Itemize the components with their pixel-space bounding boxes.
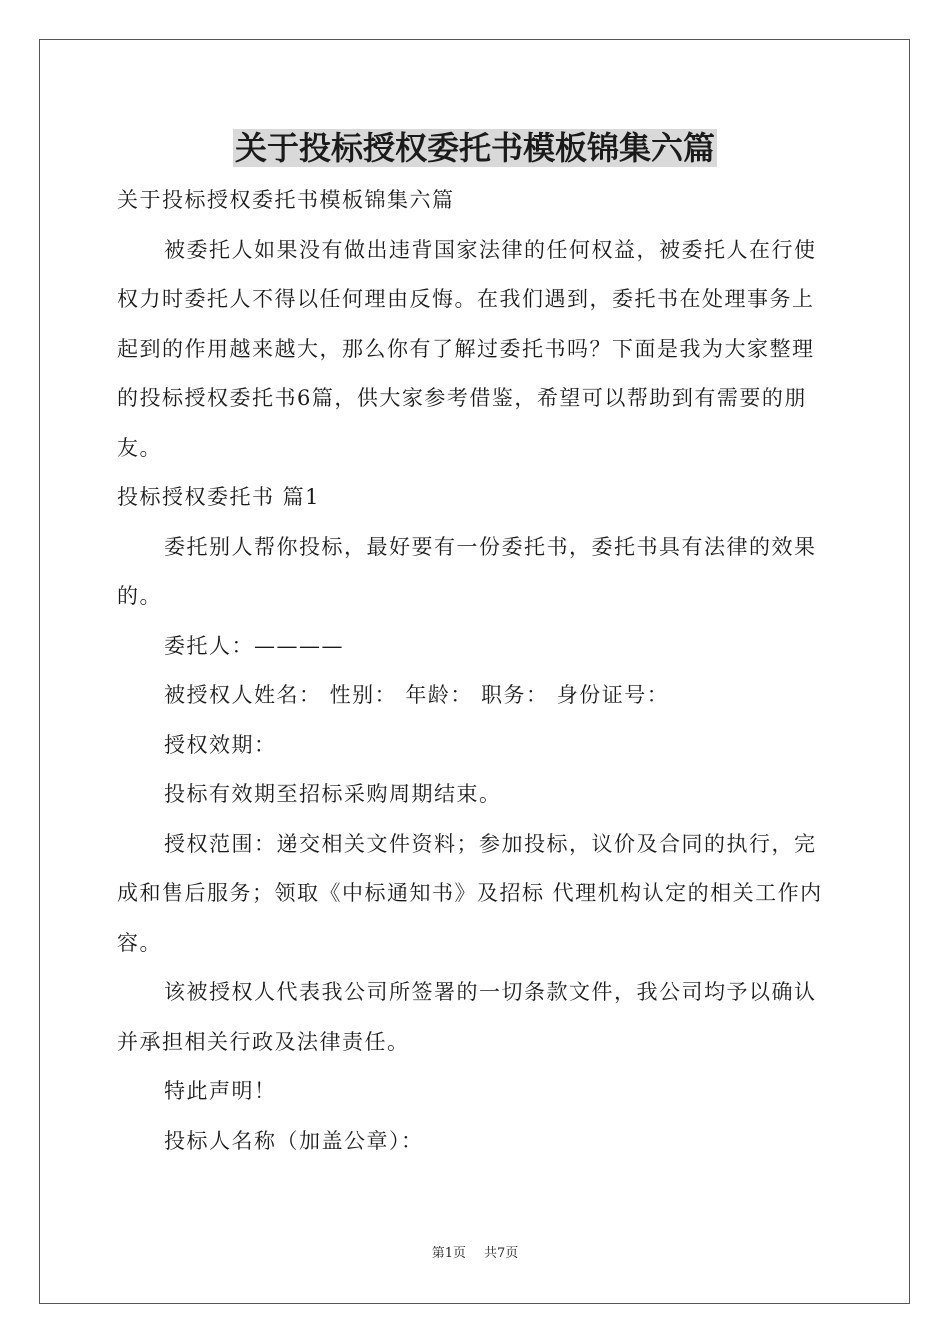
paragraph: 委托人：————: [164, 633, 344, 658]
paragraph-intro: 被委托人如果没有做出违背国家法律的任何权益，被委托人在行使权力时委托人不得以任何理由反悔。在我们遇到，委托书在处理事务上起到的作用越来越大，那么你有了解过委托书吗？下面是我为大家整理的投标授权委托书6篇，供大家参考借鉴，希望可以帮助到有需要的朋友。: [117, 237, 817, 460]
paragraph: 授权范围：递交相关文件资料；参加投标，议价及合同的执行，完成和售后服务；领取《中标通知书》及招标 代理机构认定的相关工作内容。: [117, 831, 823, 955]
page-number: 第1页: [431, 1246, 466, 1261]
document-body: [117, 176, 833, 1166]
paragraph: 投标人名称（加盖公章）：: [164, 1128, 424, 1153]
document-title-text: 关于投标授权委托书模板锦集六篇: [234, 129, 715, 167]
page-total: 共7页: [484, 1246, 519, 1261]
paragraph: 该被授权人代表我公司所签署的一切条款文件，我公司均予以确认并承担相关行政及法律责任。: [117, 980, 817, 1054]
section-heading: 投标授权委托书 篇1: [117, 485, 321, 509]
paragraph: 委托别人帮你投标，最好要有一份委托书，委托书具有法律的效果的。: [117, 534, 817, 608]
document-title: [0, 124, 950, 172]
page-footer: [0, 1244, 950, 1264]
paragraph: 被授权人姓名： 性别： 年龄： 职务： 身份证号：: [164, 683, 670, 707]
paragraph: 特此声明！: [164, 1079, 277, 1103]
paragraph: 投标有效期至招标采购周期结束。: [164, 782, 502, 806]
paragraph: 授权效期：: [164, 732, 277, 757]
paragraph-heading: 关于投标授权委托书模板锦集六篇: [117, 188, 455, 212]
